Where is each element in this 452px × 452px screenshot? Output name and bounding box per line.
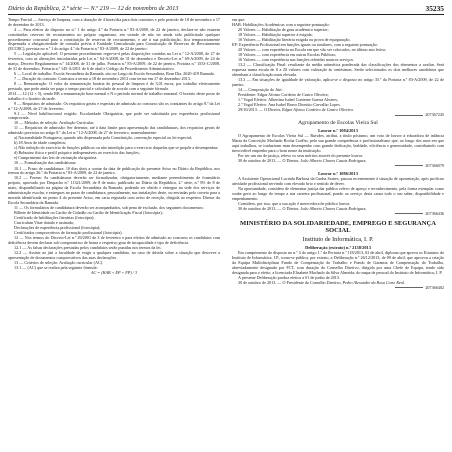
left-column	[8, 18, 220, 448]
paragraph: A Assistente Operacional Lucinda Barbosa da Cunha Soares, passou recentemente à situação de aposentação, após profícuo atividade profissional servindo com elevado brio e sentido de dever.	[232, 176, 444, 186]
paragraph: 12.2 — Assiste ao júri a faculdade de exigir a qualquer candidato, no caso de dúvida sobre a situação que descreve a apresentação de documentos comprovativos das suas declarações.	[8, 249, 220, 260]
signature-date: 29/10/2013. — O Diretor,	[238, 107, 282, 112]
list-item: 16 Valores — Habilitação literária exigida ou prova de equiparação.	[238, 37, 351, 43]
page-number: 35235	[425, 4, 444, 13]
columns	[8, 18, 444, 448]
paragraph: 14 — Composição do Júri:	[238, 86, 283, 92]
document-title: Louvor n.º 1084/2013	[318, 127, 358, 133]
list-item: c) Não inibição do exercício de funções públicas ou não interdição para o exercício daquelas que se propõe a desempenhar;	[14, 145, 219, 151]
paragraph: 11 — Requisitos de admissão: Ser detentor, até à data limite para apresentação das candidaturas, dos requisitos gerais de admissão previstos no artigo 8.º da Lei n.º 12-A/2008, de 27 de fevereiro, nomeadamente:	[8, 125, 220, 136]
paragraph: HAB: Habilitações Académicas com a seguinte pontuação:	[232, 22, 330, 28]
paragraph: 7 — Duração do contrato: Contratos a termo a 18 de novembro 2013 com termo em 17 de dezembro 2013.	[14, 75, 191, 81]
paragraph: 11 — Os formulários de candidatura deverão ser acompanhados, sob pena de exclusão, dos seguintes documentos:	[14, 204, 204, 210]
list-item: 2.º Vogal Efetivo: Ana Isabel Bravo Dionísio Carvalho Lopes.	[238, 101, 341, 107]
paragraph: A presente Deliberação produz efeitos a 01 de junho de 2013.	[238, 274, 340, 280]
paragraph: 13.2 — Classificação Final: resultante da média aritmética ponderada das classificações dos elementos a avaliar. Será expressa numa escala de 0 a 20 valores com valoração às centésimas. Serão selecionados os dois melhores candidatos que obtenham a classificação mais elevada.	[232, 62, 444, 77]
list-item: a) Nacionalidade Portuguesa, quando não dispensada pela Constituição, convenção especial ou lei especial;	[14, 135, 192, 141]
publication-title: Diário da República, 2.ª série — N.º 219 — 12 de novembro de 2013	[8, 5, 179, 12]
right-column	[232, 18, 444, 448]
paragraph: Por ser um ato de justiça, relevo os seus méritos através do presente louvor.	[238, 152, 363, 158]
paragraph: em que:	[232, 18, 246, 22]
paragraph: EP: Experiência Profissional em funções iguais ou similares, com a seguinte pontuação:	[232, 42, 378, 48]
document-title: Deliberação (extrato) n.º 2138/2013	[305, 244, 371, 250]
page-header	[8, 4, 444, 15]
paragraph: 10.2 — Forma: As candidaturas deverão ser formalizadas, obrigatoriamente, mediante preenchimento de formulário próprio, aprovado por Despacho n.º 11321/2009, de 8 de maio, publicado no Diário da República, 2.ª série, n.º 89, de 8 de maio, disponibilizado na página da Escola Secundária da Ramada, podendo ser obtido e entregue na sede dos serviços de administração escolar, e entregues no prazo de candidatura, pessoalmente, nas instalações deste, ou enviadas pelo correio para a morada identificada no ponto 4 do presente Aviso, em carta registada com aviso de receção, dirigida ao respetivo Diretor da Escola Secundária da Ramada.	[8, 175, 220, 205]
section-heading: Agrupamento de Escolas Vieira Sul	[298, 119, 378, 126]
paragraph: 12.1 — As falsas declarações prestadas pelos candidatos serão punidas nos termos da lei.	[14, 244, 162, 250]
paragraph: 6 — Local de trabalho: Escola Secundária da Ramada, sito no Largo da Escola Secundária, Bom Dia, 2620-419 Ramada.	[14, 70, 215, 76]
paragraph: O Agrupamento de Escolas Vieira Sul — Ruivães, atribui, a título póstumo, um voto de louvor à educadora de infância Maria da Conceição Machado Rocha Coelho, pela sua grande competência e profissionalismo que, ao longo dos anos em que aqui trabalhou, se traduziram num desempenho com grande dedicação, lealdade, eficiência e generosidade, contribuindo com inexcedível empenho para o bom nome da instituição.	[232, 133, 444, 153]
list-item: Declarações de experiência profissional (fotocópia);	[14, 224, 101, 230]
list-item: Certificado de habilitações literárias (fotocópia);	[14, 214, 95, 220]
list-item: d) Robustez física e perfil psíquico indispensáveis ao exercício das funções;	[14, 150, 140, 156]
reference-number: 207367245	[232, 113, 444, 118]
list-item: Presidente: Edgar Afonso Cordeiro de Castro Oliveira;	[238, 91, 329, 97]
paragraph: 13.1 — (AC) que se realiza pela seguinte fórmula:	[14, 264, 98, 270]
list-item: b) 18 Anos de idade completos;	[14, 140, 67, 146]
paragraph: Considero, por isso, que a sua ação é merecedora de público louvor.	[238, 200, 351, 206]
paragraph: 4 — Para efeitos do disposto no n.º 1 do artigo 4.º da Portaria n.º 83-A/2009, de 22 de janeiro, declara-se não estarem constituídas reservas de recrutamento no próprio organismo, em virtude de não ter ainda sido publicitado qualquer procedimento concursal para a constituição de reservas de recrutamento, e até à sua publicitação, fica temporariamente dispensada a obrigatoriedade de consulta prévia à Entidade Centralizada para Constituição de Reservas de Recrutamento (ECCRC), prevista no n.º 1 do artigo 4.º da Portaria n.º 83-A/2009, de 22 de janeiro.	[8, 26, 220, 52]
list-item: 18 Valores — com experiência em outras Escolas Públicas;	[238, 52, 337, 58]
list-item: e) Cumprimento das leis de vacinação obrigatória.	[14, 155, 98, 161]
paragraph: 10 — Métodos de seleção: Avaliação Curricular.	[14, 120, 95, 126]
paragraph: Em cumprimento do disposto no n.º 4 do artigo 1.º da Portaria n.º 118/2013, 02 de abril, diploma que aprova os Estatutos do Instituto de Informática, I.P., torna-se pública, por extrato, a Deliberação n.º 26/12/2013, de 09 de abril, que aprovou a criação da Equipa Multidisciplinar Fundo de Compensação do Trabalho e Fundo de Garantia de Compensação do Trabalho, abreviadamente designada por FCT, com duração do Conselho Diretivo, dirigida por uma Chefe de Equipa, tendo sido designada para o efeito, a licenciada Elisabete Machado da Silva Almeida, do mapa de pessoal do Instituto de Informática, I. P.	[232, 250, 444, 275]
paragraph: 9 — Requisitos de admissão: Os requisitos gerais e especiais de admissão ao concurso são os constantes do artigo 8.º da Lei n.º 12-A/2008, de 27 de fevereiro.	[8, 100, 220, 111]
reference-number: 207366436	[232, 212, 444, 217]
reference-number: 207366079	[232, 164, 444, 169]
signatory-name: Pedro Alexandre da Rosa Corte Real.	[342, 279, 405, 285]
document-title: Louvor n.º 1086/2013	[318, 170, 358, 176]
list-item: Curriculum Vitae datado e assinado;	[14, 219, 75, 225]
paragraph: 5 — Legislação aplicável: O presente procedimento reger-se-á pelas disposições contidas na Lei n.º 12-A/2008, de 27 de fevereiro, com as alterações introduzidas pela Lei n.º 64-A/2008, de 31 de dezembro e Decreto-Lei n.º 69-A/2009, de 24 de março, Decreto Regulamentar n.º 14/2008, de 31 de julho, Portaria n.º 83-A/2009, de 22 de janeiro, Portaria n.º 1553-C/2008, de 31 de dezembro, Portaria n.º 145-A/2011 de 6 de abril e Código do Procedimento Administrativo.	[8, 51, 220, 71]
paragraph: Tempo Parcial — Serviço de limpeza, com a duração de 4 horas/dia para dois contratos e pelo período de 18 de novembro a 17 de dezembro de 2013.	[8, 18, 220, 27]
reference-number: 207366402	[232, 286, 444, 291]
signature-date: 30 de outubro de 2013. — O Diretor,	[238, 205, 301, 211]
signatory-name: Edgar Afonso Cordeiro de Castro Oliveira.	[282, 107, 354, 112]
institution-heading: Instituto de Informática, I. P.	[302, 235, 374, 243]
list-item: 20 Valores — Habilitação de grau académico superior;	[238, 27, 329, 33]
paragraph: Na oportunidade, considero de elementar justiça dar público relevo de apreço e reconhecimento, pela forma exemplar como soube gerir ao longo do tempo a sua carreira profissional, pondo ao serviço desta causa todo o seu saber, disponibilidade e empenhamento.	[232, 186, 444, 201]
paragraph: 13 — Critérios de seleção: Avaliação curricular (AC).	[14, 259, 104, 265]
list-item: 20 Valores — com experiência na Escola em que vão ser colocados, no último ano letivo;	[238, 47, 387, 53]
paragraph: 8 — Remuneração: O valor da remuneração horária do pessoal de limpeza é de 3,01 euros, por trabalho efetivamente prestado, que pode ainda ser pago o tempo parcial e calculado de acordo com a seguinte fórmula.	[8, 80, 220, 91]
list-item: 1.º Vogal Efetivo: Albertina Isabel Contente Guerra Alvares;	[238, 96, 339, 102]
list-item: 16 Valores — com experiência nas funções referidas noutros serviços.	[238, 57, 355, 63]
paragraph: 10 — Formalização das candidaturas:	[14, 160, 77, 166]
list-item: Bilhete de Identidade ou Cartão de Cidadão ou Cartão de Identificação Fiscal (fotocópia);	[14, 209, 163, 215]
list-item: Certificados comprovativos de formação profissional (fotocópia).	[14, 229, 123, 235]
formula: AC = (HAB + EP + FP) / 3	[90, 270, 138, 276]
signature-date: 30 de outubro de 2013. — O Presidente do Conselho Diretivo,	[238, 279, 343, 285]
paragraph: 13.3 — Em situações de igualdade de valoração, aplica-se o disposto no artigo 35.º da Portaria n.º 83-A/2009, de 22 de janeiro.	[232, 77, 444, 87]
paragraph: 2014 — 12 (12 × 5), sendo RB a remuneração base mensal e N o período normal de trabalho semanal. O horário deste posto de trabalho é o horário da tarde.	[8, 90, 220, 101]
paragraph: 9.1 — Nível habilitacional exigido: Escolaridade Obrigatória, que pode ser substituída por experiência profissional comprovada.	[8, 110, 220, 121]
paragraph: 10.1 — Prazo de candidatura: 10 dias úteis a contar da data de publicação do presente Aviso no Diário da República, nos termos do artigo 26.º da Portaria n.º 83-A/2009, de 22 de janeiro.	[8, 165, 220, 176]
paragraph: 12 — Nos termos do Decreto-Lei n.º 29/2001 de 3 de fevereiro e para efeitos de admissão ao concurso os candidatos com deficiência devem declarar sob compromisso de honra o respetivo grau de incapacidade e tipo de deficiência.	[8, 234, 220, 245]
signature-date: 30 de outubro de 2013. — O Diretor,	[238, 157, 301, 163]
list-item: 18 Valores — Habilitação superior à exigida;	[238, 32, 313, 38]
signatory-name: João Alberto Chaves Casais Rodrigues.	[300, 157, 367, 163]
signatory-name: João Alberto Chaves Casais Rodrigues.	[300, 205, 367, 211]
ministry-heading: MINISTÉRIO DA SOLIDARIEDADE, EMPREGO E SEGURANÇA SOCIAL	[239, 219, 436, 235]
